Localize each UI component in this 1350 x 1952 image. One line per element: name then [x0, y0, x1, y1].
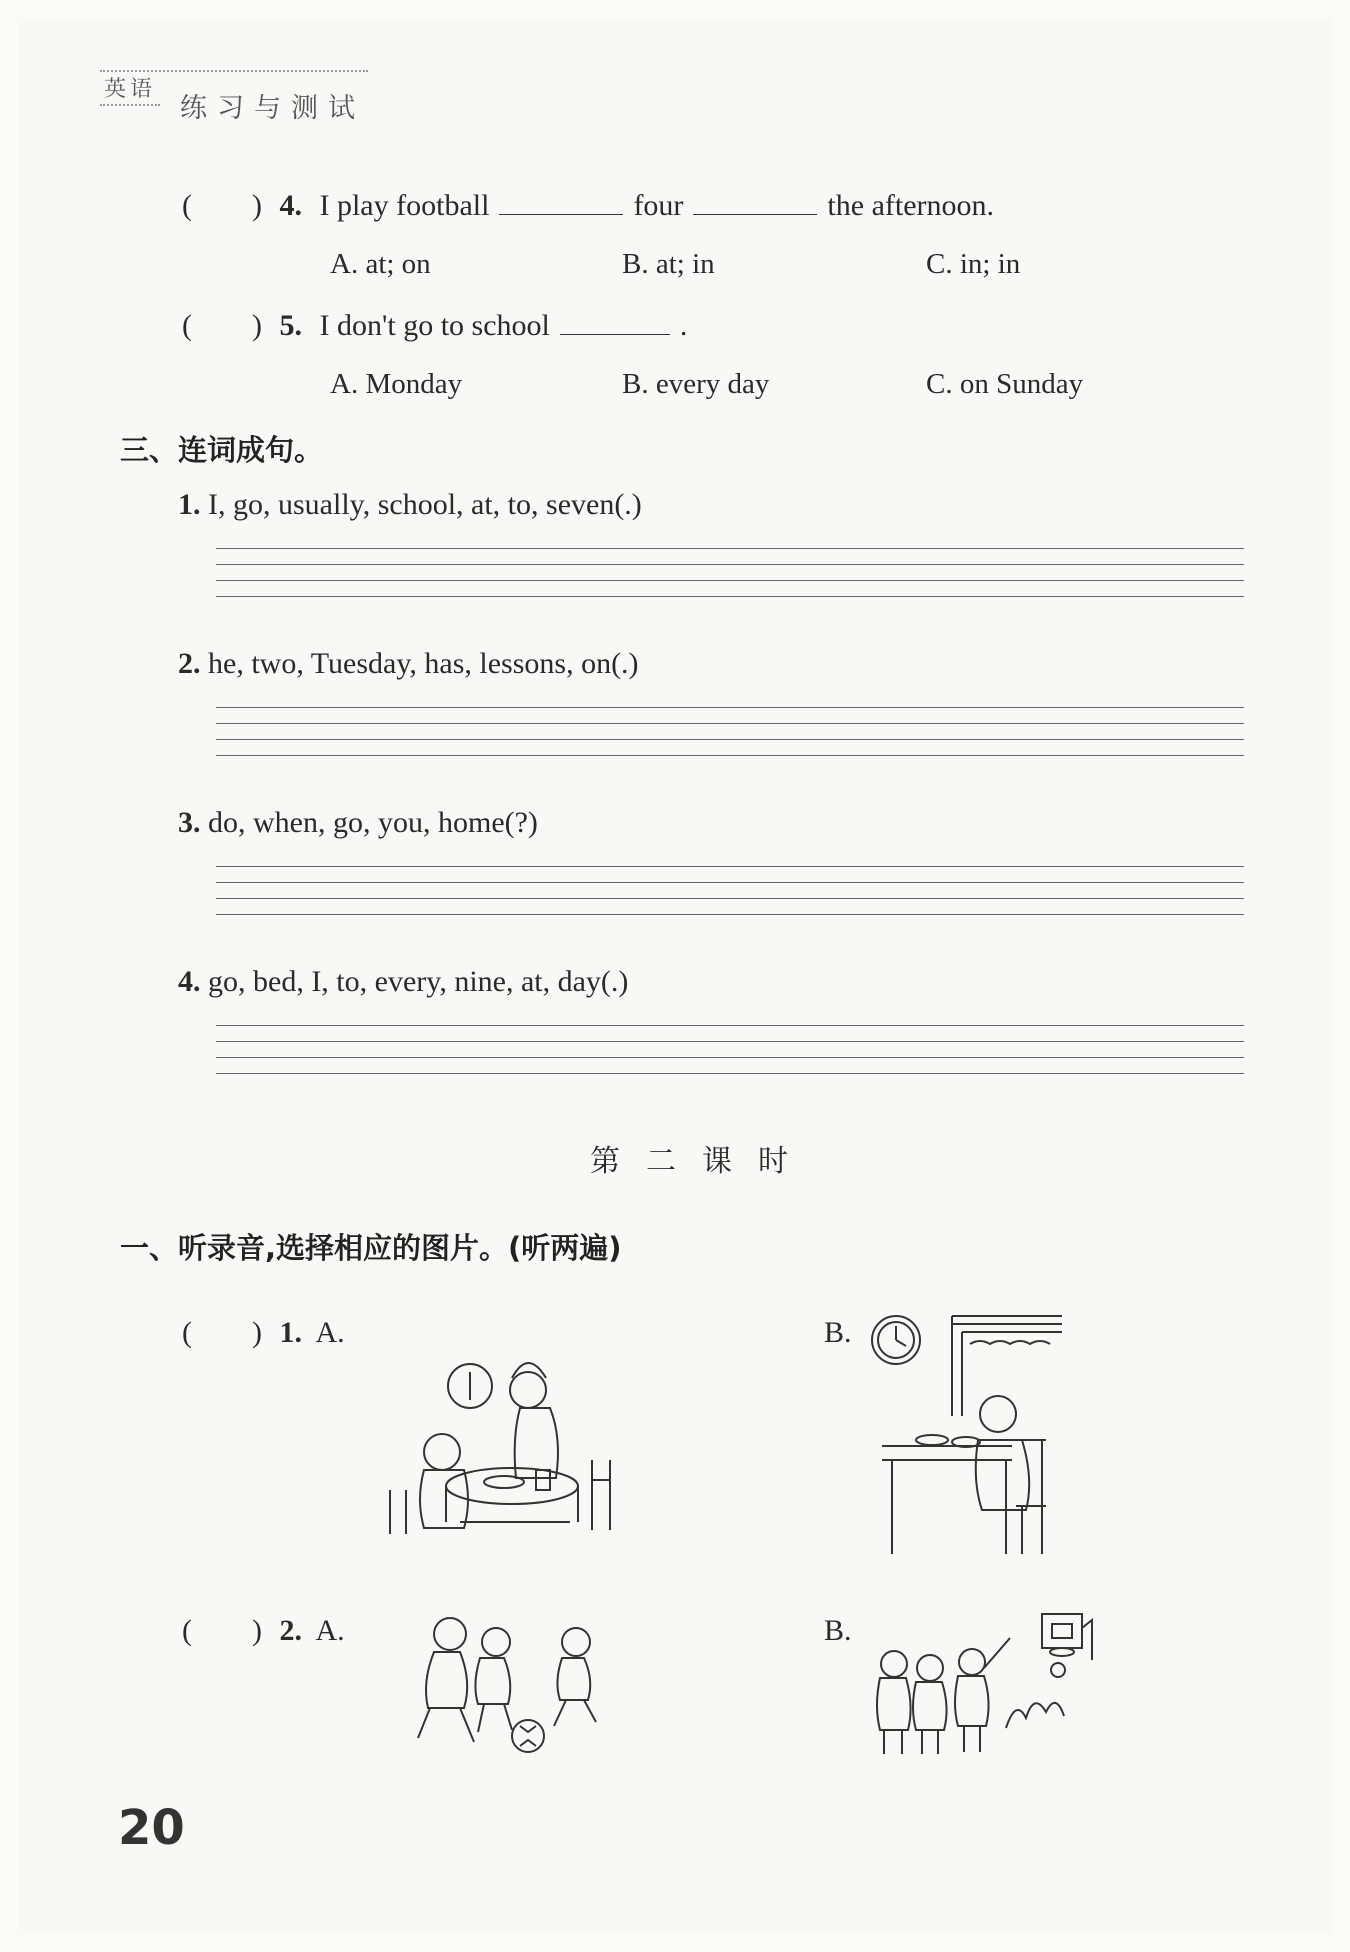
writing-lines[interactable] — [216, 707, 1244, 756]
answer-blank[interactable] — [560, 308, 670, 335]
page-number: 20 — [118, 1800, 185, 1856]
mc-question-5 — [182, 308, 687, 343]
question-text-part: I don't go to school — [319, 309, 550, 342]
sentence-item-3 — [178, 806, 538, 840]
item-words: go, bed, I, to, every, nine, at, day(.) — [208, 965, 629, 998]
answer-blank[interactable] — [693, 188, 817, 215]
answer-parenthesis[interactable]: ( ) — [182, 1614, 262, 1647]
header-subject: 英语 — [104, 77, 157, 102]
lesson-title: 第二课时 — [590, 1144, 814, 1179]
question-text-part: the afternoon. — [827, 189, 995, 222]
boys-basketball-picture[interactable] — [866, 1608, 1098, 1756]
boys-football-picture[interactable] — [380, 1612, 616, 1754]
question-text-part: . — [679, 309, 688, 342]
sentence-item-1 — [178, 488, 642, 522]
writing-lines[interactable] — [216, 866, 1244, 915]
question-text-part: four — [633, 189, 684, 222]
listening-section-title: 一、听录音,选择相应的图片。(听两遍) — [120, 1231, 622, 1265]
listening-item-1 — [182, 1316, 345, 1350]
question-text-part: I play football — [319, 189, 490, 222]
sentence-item-4 — [178, 965, 628, 999]
sentence-item-2 — [178, 647, 639, 681]
item-words: do, when, go, you, home(?) — [208, 806, 538, 839]
item-number: 4. — [178, 965, 201, 998]
answer-parenthesis[interactable]: ( ) — [182, 189, 262, 222]
item-number: 2. — [279, 1614, 302, 1647]
girl-eating-picture[interactable] — [866, 1310, 1062, 1554]
item-words: I, go, usually, school, at, to, seven(.) — [208, 488, 642, 521]
listening-item-2 — [182, 1614, 345, 1648]
header-subject-underline — [100, 104, 160, 106]
item-words: he, two, Tuesday, has, lessons, on(.) — [208, 647, 639, 680]
option-c[interactable]: C. on Sunday — [926, 368, 1084, 400]
item-number: 1. — [178, 488, 201, 521]
option-b[interactable]: B. at; in — [622, 248, 715, 280]
answer-parenthesis[interactable]: ( ) — [182, 309, 262, 342]
option-b[interactable]: B. every day — [622, 368, 770, 400]
option-b-label: B. — [824, 1316, 852, 1349]
writing-lines[interactable] — [216, 548, 1244, 597]
option-a[interactable]: A. at; on — [330, 248, 431, 280]
lunch-table-picture[interactable] — [380, 1350, 620, 1534]
header-book-title: 练习与测试 — [180, 93, 365, 124]
question-number: 4. — [279, 189, 302, 222]
answer-blank[interactable] — [499, 188, 623, 215]
option-a[interactable]: A. Monday — [330, 368, 463, 400]
item-number: 1. — [279, 1316, 302, 1349]
option-b-label: B. — [824, 1614, 852, 1647]
writing-lines[interactable] — [216, 1025, 1244, 1074]
mc-question-4 — [182, 188, 994, 223]
option-a-label: A. — [315, 1316, 345, 1349]
option-a-label: A. — [315, 1614, 345, 1647]
option-c[interactable]: C. in; in — [926, 248, 1021, 280]
section-3-title: 三、连词成句。 — [120, 433, 324, 467]
question-number: 5. — [279, 309, 302, 342]
item-number: 2. — [178, 647, 201, 680]
answer-parenthesis[interactable]: ( ) — [182, 1316, 262, 1349]
item-number: 3. — [178, 806, 201, 839]
